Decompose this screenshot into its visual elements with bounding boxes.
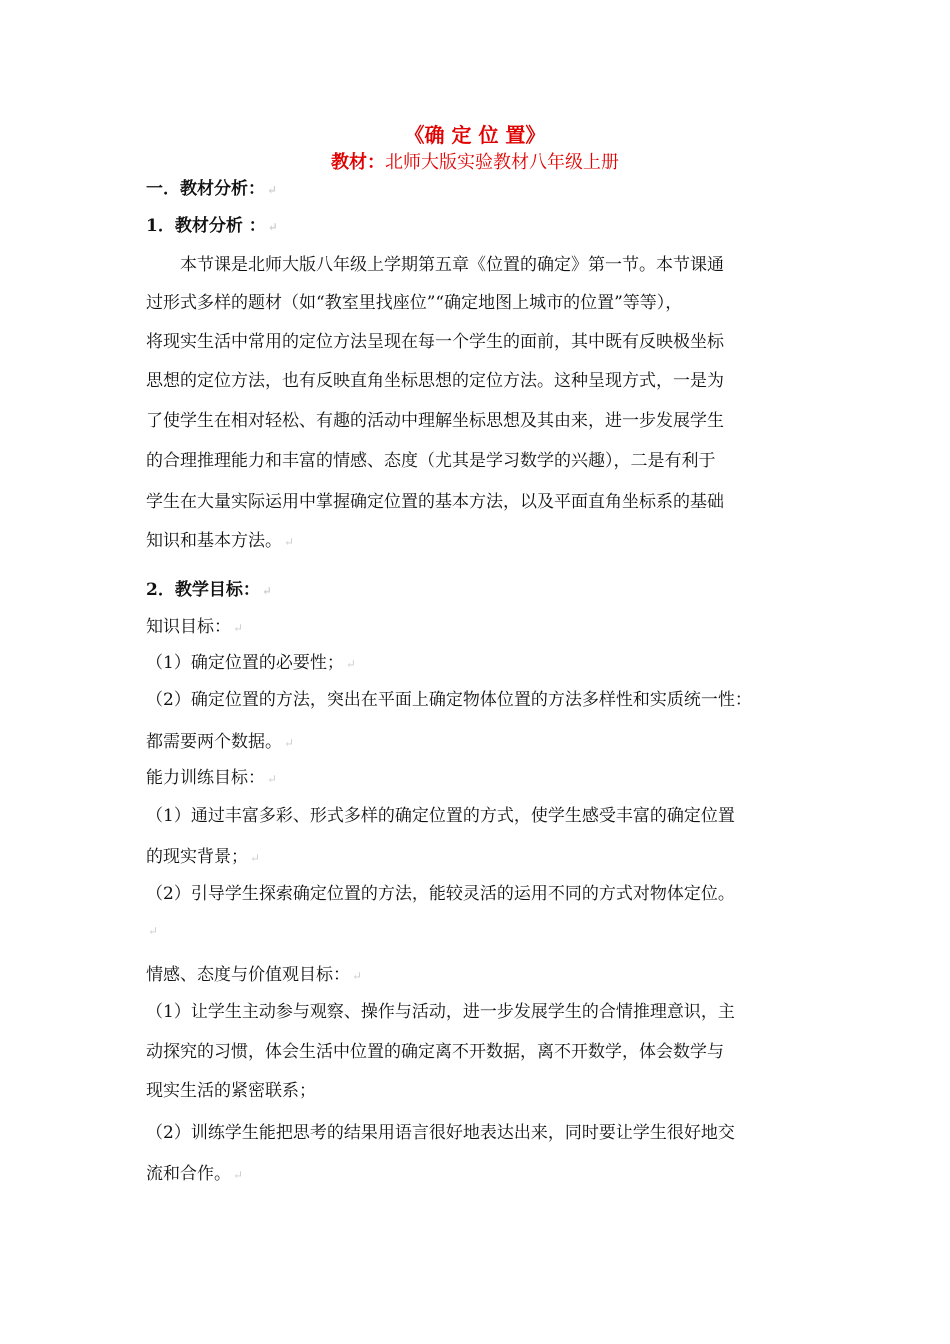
para1-line: 学生在大量实际运用中掌握确定位置的基本方法，以及平面直角坐标系的基础	[146, 492, 724, 512]
empty-paragraph: ↵	[148, 924, 159, 938]
para1-line: 的合理推理能力和丰富的情感、态度（尤其是学习数学的兴趣），二是有利于	[146, 451, 716, 471]
emotion-item: （2）训练学生能把思考的结果用语言很好地表达出来，同时要让学生很好地交	[146, 1123, 735, 1143]
document-title: 《确 定 位 置》	[404, 123, 546, 147]
sub1-heading: 1．教材分析 ： ↵	[146, 216, 278, 236]
subtitle-label: 教材：	[331, 152, 385, 173]
knowledge-item: （1）确定位置的必要性； ↵	[146, 653, 356, 673]
emotion-item: 现实生活的紧密联系；	[146, 1081, 316, 1101]
ability-item: 的现实背景； ↵	[146, 847, 261, 867]
ability-heading: 能力训练目标： ↵	[146, 768, 278, 788]
knowledge-item: 都需要两个数据。 ↵	[146, 732, 295, 752]
section1-heading: 一．教材分析： ↵	[146, 179, 278, 199]
ability-item: （2）引导学生探索确定位置的方法，能较灵活的运用不同的方式对物体定位。	[146, 884, 735, 904]
para1-line: 将现实生活中常用的定位方法呈现在每一个学生的面前，其中既有反映极坐标	[146, 332, 724, 352]
emotion-item: （1）让学生主动参与观察、操作与活动，进一步发展学生的合情推理意识，主	[146, 1002, 735, 1022]
sub2-heading: 2．教学目标： ↵	[146, 580, 272, 600]
para1-line: 本节课是北师大版八年级上学期第五章《位置的确定》第一节。本节课通	[180, 255, 724, 275]
para1-line: 过形式多样的题材（如“教室里找座位”“确定地图上城市的位置”等等），	[146, 293, 683, 313]
subtitle-text: 北师大版实验教材八年级上册	[385, 152, 619, 173]
emotion-item: 动探究的习惯，体会生活中位置的确定离不开数据，离不开数学，体会数学与	[146, 1042, 724, 1062]
emotion-item: 流和合作。 ↵	[146, 1164, 244, 1184]
knowledge-heading: 知识目标： ↵	[146, 617, 244, 637]
emotion-heading: 情感、态度与价值观目标： ↵	[146, 965, 363, 985]
para1-line: 思想的定位方法，也有反映直角坐标思想的定位方法。这种呈现方式，一是为	[146, 371, 724, 391]
knowledge-item: （2）确定位置的方法，突出在平面上确定物体位置的方法多样性和实质统一性：	[146, 690, 752, 710]
para1-line: 知识和基本方法。 ↵	[146, 531, 295, 551]
para1-line: 了使学生在相对轻松、有趣的活动中理解坐标思想及其由来，进一步发展学生	[146, 411, 724, 431]
ability-item: （1）通过丰富多彩、形式多样的确定位置的方式，使学生感受丰富的确定位置	[146, 806, 735, 826]
document-subtitle	[0, 150, 950, 176]
